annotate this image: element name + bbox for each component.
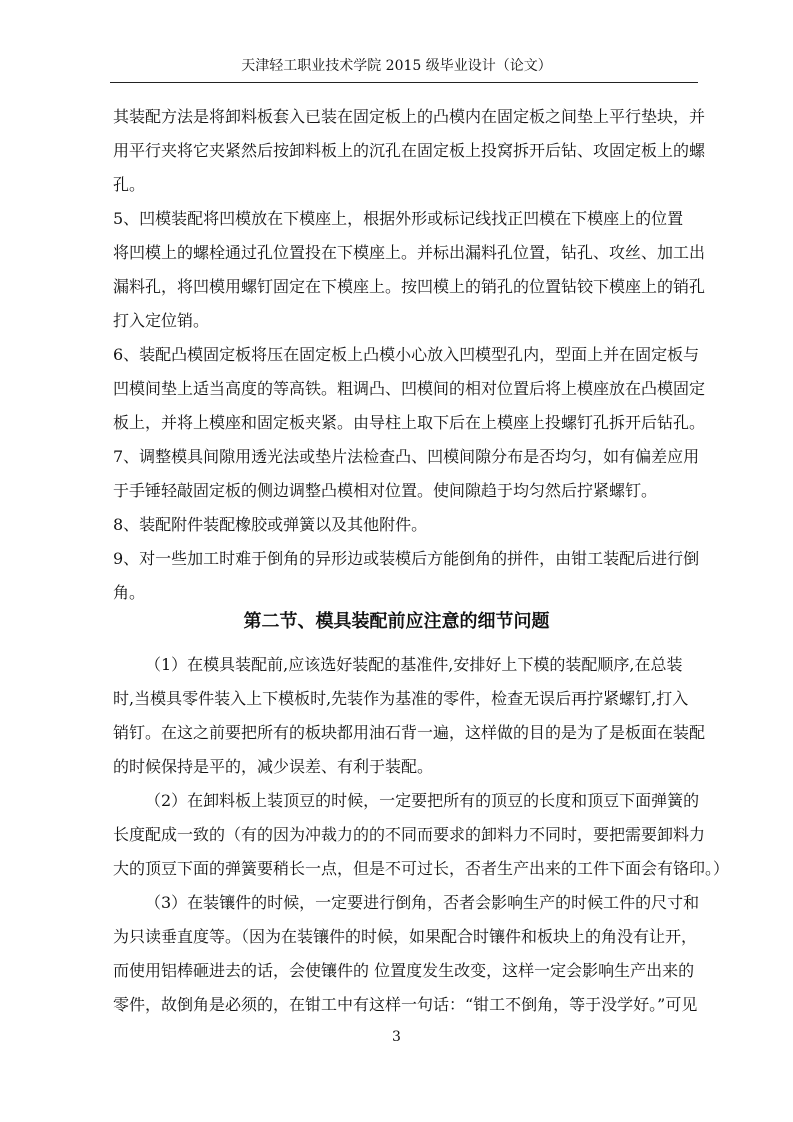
text-line: 将凹模上的螺栓通过孔位置投在下模座上。并标出漏料孔位置，钻孔、攻丝、加工出 bbox=[113, 243, 706, 262]
text-line: 漏料孔，将凹模用螺钉固定在下模座上。按凹模上的销孔的位置钻铰下模座上的销孔 bbox=[113, 277, 706, 296]
text-line: 零件，故倒角是必须的，在钳工中有这样一句话：“钳工不倒角，等于没学好。”可见 bbox=[113, 995, 698, 1014]
body-text-block-2 bbox=[113, 648, 730, 1022]
text-line: 打入定位销。 bbox=[113, 311, 210, 330]
text-line: （3）在装镶件的时候，一定要进行倒角，否者会影响生产的时候工件的尺寸和 bbox=[145, 893, 700, 912]
text-line: 7、调整模具间隙用透光法或垫片法检查凸、凹模间隙分布是否均匀，如有偏差应用 bbox=[113, 447, 700, 466]
text-line: 而使用铝棒砸进去的话，会使镶件的 位置度发生改变，这样一定会影响生产出来的 bbox=[113, 961, 695, 980]
body-text-block-1 bbox=[113, 100, 706, 610]
text-line: 凹模间垫上适当高度的等高铁。粗调凸、凹模间的相对位置后将上模座放在凸模固定 bbox=[113, 379, 706, 398]
section-heading: 第二节、模具装配前应注意的细节问题 bbox=[243, 611, 550, 632]
text-line: 销钉。在这之前要把所有的板块都用油石背一遍，这样做的目的是为了是板面在装配 bbox=[113, 723, 706, 742]
text-line: 板上，并将上模座和固定板夹紧。由导柱上取下后在上模座上投螺钉孔拆开后钻孔。 bbox=[113, 413, 706, 432]
text-line: （1）在模具装配前,应该选好装配的基准件,安排好上下模的装配顺序,在总装 bbox=[145, 655, 683, 674]
text-line: 孔。 bbox=[113, 175, 146, 194]
page-header: 天津轻工职业技术学院 2015 级毕业设计（论文） bbox=[241, 58, 552, 74]
text-line: 6、装配凸模固定板将压在固定板上凸模小心放入凹模型孔内，型面上并在固定板与 bbox=[113, 345, 700, 364]
text-line: 大的顶豆下面的弹簧要稍长一点，但是不可过长，否者生产出来的工件下面会有铬印。） bbox=[113, 859, 730, 878]
text-line: 5、凹模装配将凹模放在下模座上，根据外形或标记线找正凹模在下模座上的位置 bbox=[113, 209, 684, 228]
text-line: 为只读垂直度等。（因为在装镶件的时候，如果配合时镶件和板块上的角没有让开， bbox=[113, 927, 698, 946]
text-line: 角。 bbox=[113, 583, 146, 602]
page-number: 3 bbox=[392, 1029, 401, 1045]
text-line: 8、装配附件装配橡胶或弹簧以及其他附件。 bbox=[113, 515, 428, 534]
text-line: 时,当模具零件装入上下模板时,先装作为基准的零件，检查无误后再拧紧螺钉,打入 bbox=[113, 689, 689, 708]
header-divider bbox=[110, 82, 698, 83]
text-line: （2）在卸料板上装顶豆的时候，一定要把所有的顶豆的长度和顶豆下面弹簧的 bbox=[145, 791, 700, 810]
text-line: 的时候保持是平的，减少误差、有利于装配。 bbox=[113, 757, 434, 776]
text-line: 于手锤轻敲固定板的侧边调整凸模相对位置。使间隙趋于均匀然后拧紧螺钉。 bbox=[113, 481, 658, 500]
text-line: 其装配方法是将卸料板套入已装在固定板上的凸模内在固定板之间垫上平行垫块，并 bbox=[113, 107, 706, 126]
text-line: 9、对一些加工时难于倒角的异形边或装模后方能倒角的拼件，由钳工装配后进行倒 bbox=[113, 549, 700, 568]
text-line: 用平行夹将它夹紧然后按卸料板上的沉孔在固定板上投窝拆开后钻、攻固定板上的螺 bbox=[113, 141, 706, 160]
text-line: 长度配成一致的（有的因为冲裁力的的不同而要求的卸料力不同时，要把需要卸料力 bbox=[113, 825, 706, 844]
